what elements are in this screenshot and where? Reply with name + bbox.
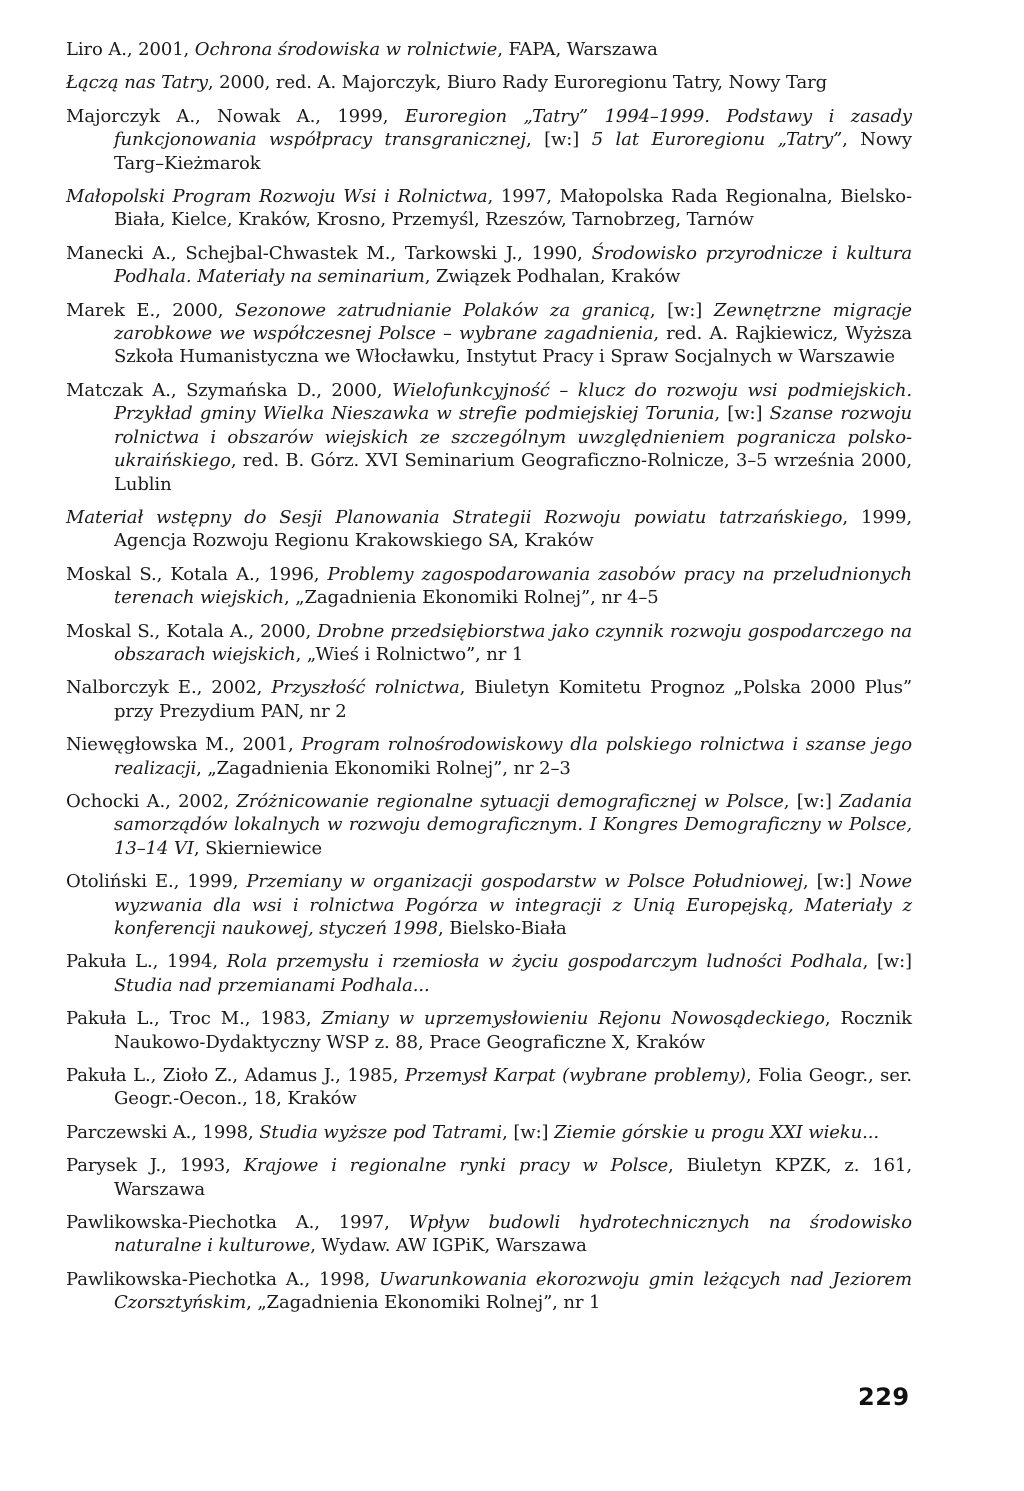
reference-entry: Parczewski A., 1998, Studia wyższe pod Tatrami, [w:] Ziemie górskie u progu XXI wieku... <box>66 1121 879 1143</box>
reference-entry: Pakuła L., 1994, Rola przemysłu i rzemiosła w życiu gospodarczym ludności Podhala, [w:] Studia nad przemianami Podhala... <box>66 951 912 996</box>
reference-entry: Pakuła L., Zioło Z., Adamus J., 1985, Przemysł Karpat (wybrane problemy), Folia Geogr., ser. Geogr.-Oecon., 18, Kraków <box>66 1065 912 1110</box>
reference-entry: Liro A., 2001, Ochrona środowiska w rolnictwie, FAPA, Warszawa <box>66 39 658 60</box>
reference-entry: Moskal S., Kotala A., 2000, Drobne przedsiębiorstwa jako czynnik rozwoju gospodarczego na obszarach wiejskich, „Wieś i Rolnictwo”, nr 1 <box>66 620 912 665</box>
reference-entry: Pawlikowska-Piechotka A., 1997, Wpływ budowli hydrotechnicznych na środowisko naturalne i kulturowe, Wydaw. AW IGPiK, Warszawa <box>66 1212 912 1257</box>
reference-entry: Marek E., 2000, Sezonowe zatrudnianie Polaków za granicą, [w:] Zewnętrzne migracje zarobkowe we współczesnej Polsce – wybrane zagadnienia, red. A. Rajkiewicz, Wyższa Szkoła Humanistyczna we Włocławku, Instytut Pracy i Spraw Socjalnych w Warszawie <box>66 299 912 368</box>
reference-entry: Niewęgłowska M., 2001, Program rolnośrodowiskowy dla polskiego rolnictwa i szanse jego realizacji, „Zagadnienia Ekonomiki Rolnej”, nr 2–3 <box>66 734 912 779</box>
reference-entry: Manecki A., Schejbal-Chwastek M., Tarkowski J., 1990, Środowisko przyrodnicze i kultura Podhala. Materiały na seminarium, Związek Podhalan, Kraków <box>66 242 912 288</box>
reference-entry: Pawlikowska-Piechotka A., 1998, Uwarunkowania ekorozwoju gmin leżących nad Jeziorem Czorsztyńskim, „Zagadnienia Ekonomiki Rolnej”, nr 1 <box>66 1268 913 1314</box>
reference-entry: Pakuła L., Troc M., 1983, Zmiany w uprzemysłowieniu Rejonu Nowosądeckiego, Rocznik Naukowo-Dydaktyczny WSP z. 88, Prace Geograficzne X, Kraków <box>66 1008 912 1053</box>
reference-entry: Nalborczyk E., 2002, Przyszłość rolnictwa, Biuletyn Komitetu Prognoz „Polska 2000 Plus” przy Prezydium PAN, nr 2 <box>66 677 912 722</box>
reference-entry: Parysek J., 1993, Krajowe i regionalne rynki pracy w Polsce, Biuletyn KPZK, z. 161, Warszawa <box>66 1155 912 1200</box>
reference-entry: Otoliński E., 1999, Przemiany w organizacji gospodarstw w Polsce Południowej, [w:] Nowe wyzwania dla wsi i rolnictwa Pogórza w integracji z Unią Europejską, Materiały z konferencji naukowej, styczeń 1998, Bielsko-Biała <box>66 871 912 939</box>
page-number: 229 <box>858 1383 910 1411</box>
reference-entry: Moskal S., Kotala A., 1996, Problemy zagospodarowania zasobów pracy na przeludnionych terenach wiejskich, „Zagadnienia Ekonomiki Rolnej”, nr 4–5 <box>66 563 912 609</box>
reference-entry: Małopolski Program Rozwoju Wsi i Rolnictwa, 1997, Małopolska Rada Regionalna, Bielsko-Biała, Kielce, Kraków, Krosno, Przemyśl, Rzeszów, Tarnobrzeg, Tarnów <box>66 186 912 231</box>
reference-entry: Materiał wstępny do Sesji Planowania Strategii Rozwoju powiatu tatrzańskiego, 1999, Agencja Rozwoju Regionu Krakowskiego SA, Kraków <box>66 506 912 552</box>
reference-entry: Majorczyk A., Nowak A., 1999, Euroregion „Tatry” 1994–1999. Podstawy i zasady funkcjonowania współpracy transgranicznej, [w:] 5 lat Euroregionu „Tatry”, Nowy Targ–Kieżmarok <box>66 105 913 174</box>
bibliography-list <box>66 38 912 1325</box>
reference-entry: Łączą nas Tatry, 2000, red. A. Majorczyk, Biuro Rady Euroregionu Tatry, Nowy Targ <box>66 72 828 94</box>
reference-entry: Matczak A., Szymańska D., 2000, Wielofunkcyjność – klucz do rozwoju wsi podmiejskich. Przykład gminy Wielka Nieszawka w strefie podmiejskiej Torunia, [w:] Szanse rozwoju rolnictwa i obszarów wiejskich ze szczególnym uwzględnieniem pogranicza polsko-ukraińskiego, red. B. Górz. XVI Seminarium Geograficzno-Rolnicze, 3–5 września 2000, Lublin <box>66 379 913 495</box>
reference-entry: Ochocki A., 2002, Zróżnicowanie regionalne sytuacji demograficznej w Polsce, [w:] Zadania samorządów lokalnych w rozwoju demograficznym. I Kongres Demograficzny w Polsce, 13–14 VI, Skierniewice <box>66 790 912 859</box>
